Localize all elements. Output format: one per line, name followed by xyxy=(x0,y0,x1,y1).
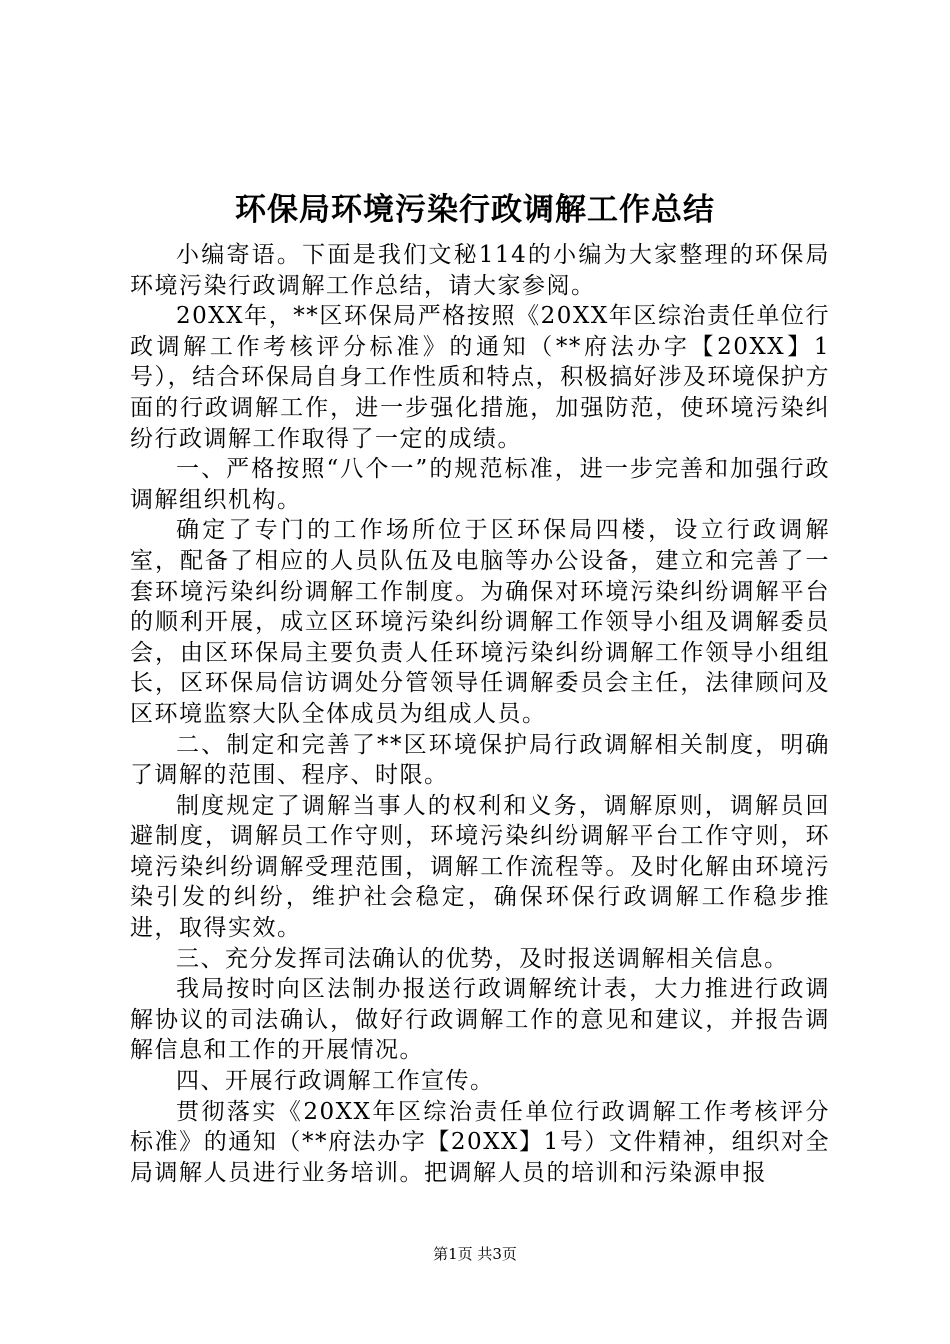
paragraph-section-3: 我局按时向区法制办报送行政调解统计表，大力推进行政调解协议的司法确认，做好行政调解工作的意见和建议，并报告调解信息和工作的开展情况。 xyxy=(130,976,830,1064)
paragraph-section-1: 确定了专门的工作场所位于区环保局四楼，设立行政调解室，配备了相应的人员队伍及电脑等办公设备，建立和完善了一套环境污染纠纷调解工作制度。为确保对环境污染纠纷调解平台的顺利开展，成立区环境污染纠纷调解工作领导小组及调解委员会，由区环保局主要负责人任环境污染纠纷调解工作领导小组组长，区环保局信访调处分管领导任调解委员会主任，法律顾问及区环境监察大队全体成员为组成人员。 xyxy=(130,517,830,727)
paragraph-intro: 小编寄语。下面是我们文秘114的小编为大家整理的环保局环境污染行政调解工作总结，请大家参阅。 xyxy=(130,242,830,299)
section-heading-4: 四、开展行政调解工作宣传。 xyxy=(176,1068,495,1095)
paragraph-section-2: 制度规定了调解当事人的权利和义务，调解原则，调解员回避制度，调解员工作守则，环境污染纠纷调解平台工作守则，环境污染纠纷调解受理范围，调解工作流程等。及时化解由环境污染引发的纠纷，维护社会稳定，确保环保行政调解工作稳步推进，取得实效。 xyxy=(130,792,830,942)
document-body xyxy=(130,240,830,1188)
document-title: 环保局环境污染行政调解工作总结 xyxy=(235,192,715,228)
section-heading-1: 一、严格按照“八个一”的规范标准，进一步完善和加强行政调解组织机构。 xyxy=(130,456,830,513)
paragraph-section-4: 贯彻落实《20XX年区综治责任单位行政调解工作考核评分标准》的通知（**府法办字【20XX】1号）文件精神，组织对全局调解人员进行业务培训。把调解人员的培训和污染源申报 xyxy=(130,1098,830,1186)
page-number-footer: 第1页 共3页 xyxy=(433,1245,517,1263)
paragraph-overview: 20XX年，**区环保局严格按照《20XX年区综治责任单位行政调解工作考核评分标准》的通知（**府法办字【20XX】1号），结合环保局自身工作性质和特点，积极搞好涉及环境保护方面的行政调解工作，进一步强化措施，加强防范，使环境污染纠纷行政调解工作取得了一定的成绩。 xyxy=(130,303,830,452)
section-heading-2: 二、制定和完善了**区环境保护局行政调解相关制度，明确了调解的范围、程序、时限。 xyxy=(130,731,830,789)
section-heading-3: 三、充分发挥司法确认的优势，及时报送调解相关信息。 xyxy=(176,945,789,972)
